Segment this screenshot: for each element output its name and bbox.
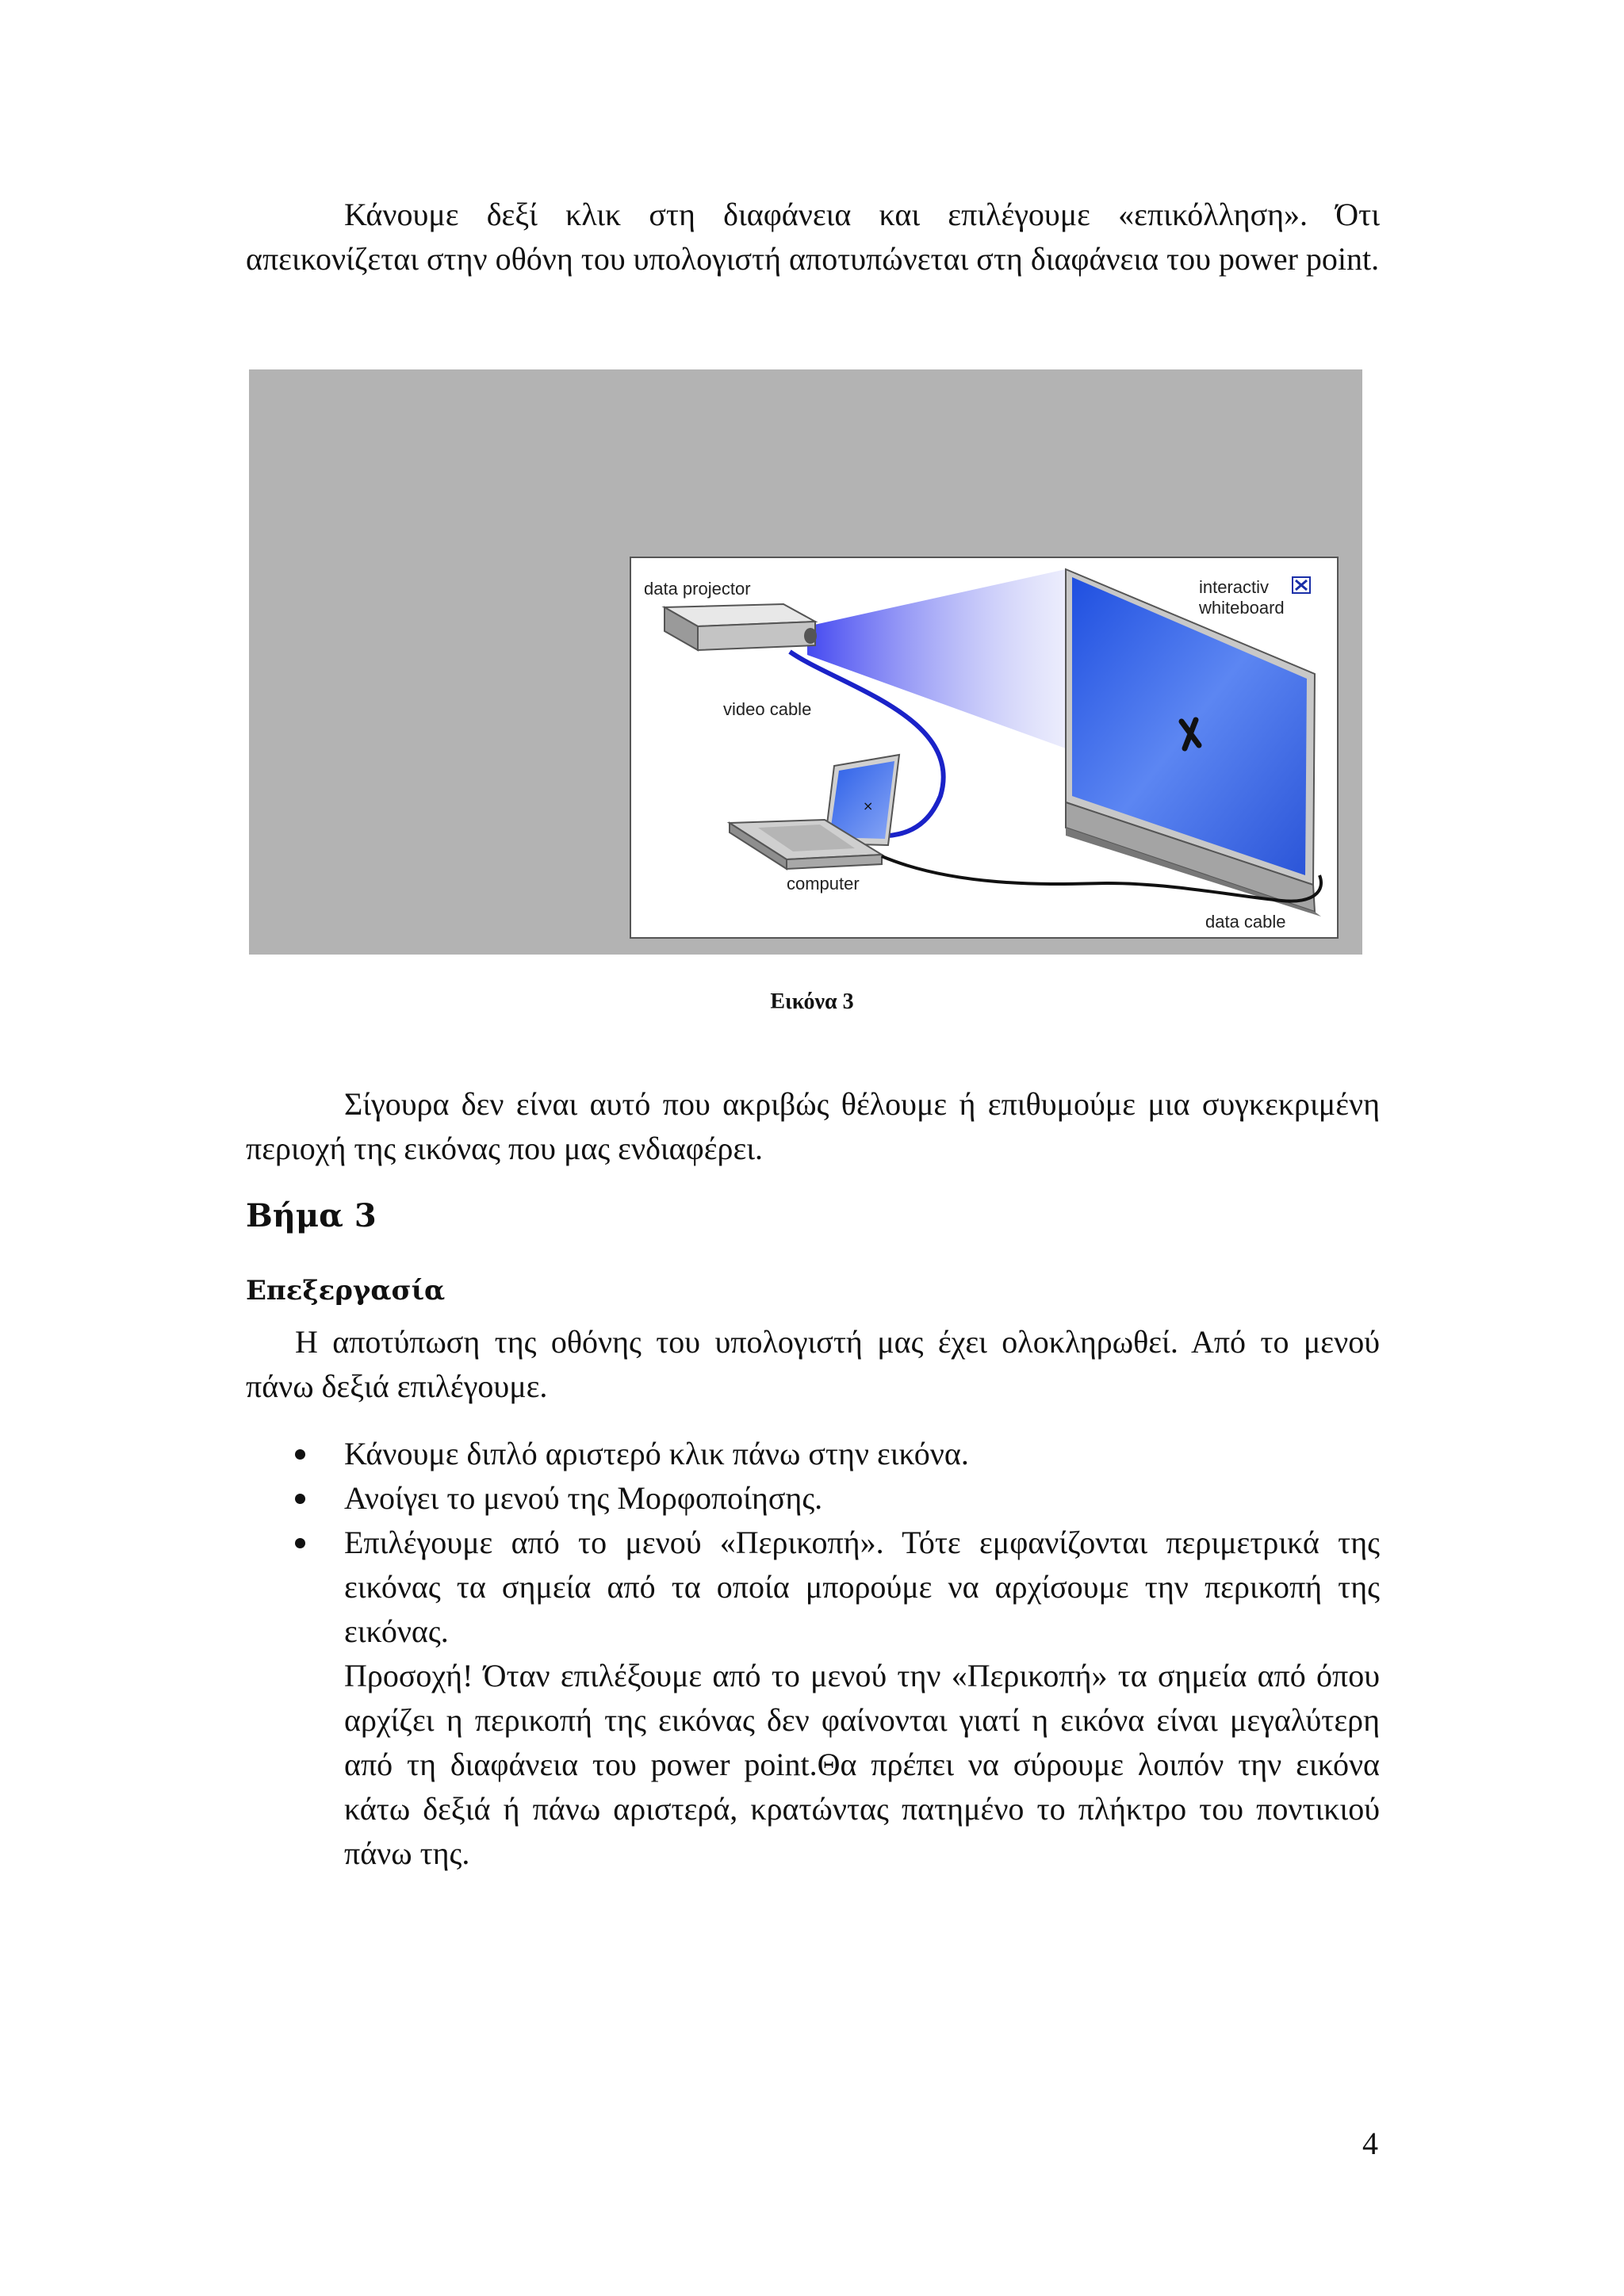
list-item — [246, 1432, 1380, 1476]
whiteboard-label-line1: interactiv — [1199, 577, 1270, 597]
data-cable-label: data cable — [1205, 912, 1286, 932]
intro-paragraph — [246, 193, 1380, 281]
after-figure-paragraph — [246, 1082, 1380, 1171]
video-cable-label: video cable — [723, 699, 812, 719]
projection-beam — [807, 569, 1066, 748]
warning-note: Προσοχή! Όταν επιλέξουμε από το μενού την «Περικοπή» τα σημεία από όπου αρχίζει η περικοπή της εικόνας δεν φαίνονται γιατί η εικόνα είναι μεγαλύτερη από τη διαφάνεια του power point.Θα πρέπει να σύρουμε λοιπόν την εικόνα κάτω δεξιά ή πάνω αριστερά, κρατώντας πατημένο το πλήκτρο του ποντικιού πάνω της. — [344, 1658, 1380, 1871]
list-item — [246, 1476, 1380, 1521]
intro-text: Κάνουμε δεξί κλικ στη διαφάνεια και επιλέγουμε «επικόλληση». Ότι απεικονίζεται στην οθόνη του υπολογιστή αποτυπώνεται στη διαφάνεια του power point. — [246, 197, 1380, 277]
list-item-text: Επιλέγουμε από το μενού «Περικοπή». Τότε εμφανίζονται περιμετρικά της εικόνας τα σημεία από τα οποία μπορούμε να αρχίσουμε την περικοπή της εικόνας. — [344, 1525, 1380, 1649]
list-item — [246, 1521, 1380, 1876]
whiteboard-diagram-svg — [631, 558, 1337, 937]
bullet-icon — [295, 1538, 305, 1548]
bullet-icon — [295, 1449, 305, 1460]
page-number: 4 — [1362, 2126, 1378, 2161]
whiteboard-label-line2: whiteboard — [1199, 598, 1285, 618]
slide-screenshot-figure — [249, 369, 1362, 955]
projector-label: data projector — [644, 579, 751, 599]
whiteboard-icon — [1066, 569, 1321, 916]
processing-heading: Επεξεργασία — [246, 1275, 446, 1307]
close-icon — [1293, 577, 1310, 593]
processing-paragraph: Η αποτύπωση της οθόνης του υπολογιστή μας έχει ολοκληρωθεί. Από το μενού πάνω δεξιά επιλέγουμε. — [246, 1324, 1380, 1404]
computer-label: computer — [787, 874, 860, 894]
whiteboard-diagram — [630, 557, 1339, 939]
laptop-icon — [730, 755, 899, 869]
steps-list — [246, 1432, 1380, 1876]
list-item-text: Ανοίγει το μενού της Μορφοποίησης. — [344, 1480, 823, 1516]
list-item-text: Κάνουμε διπλό αριστερό κλικ πάνω στην εικόνα. — [344, 1436, 969, 1471]
bullet-icon — [295, 1494, 305, 1504]
projector-icon — [665, 604, 817, 650]
figure-caption: Εικόνα 3 — [770, 989, 854, 1014]
step-heading: Βήμα 3 — [246, 1197, 377, 1234]
svg-text:×: × — [863, 798, 874, 813]
after-figure-text: Σίγουρα δεν είναι αυτό που ακριβώς θέλουμε ή επιθυμούμε μια συγκεκριμένη περιοχή της εικόνας που μας ενδιαφέρει. — [246, 1086, 1380, 1166]
